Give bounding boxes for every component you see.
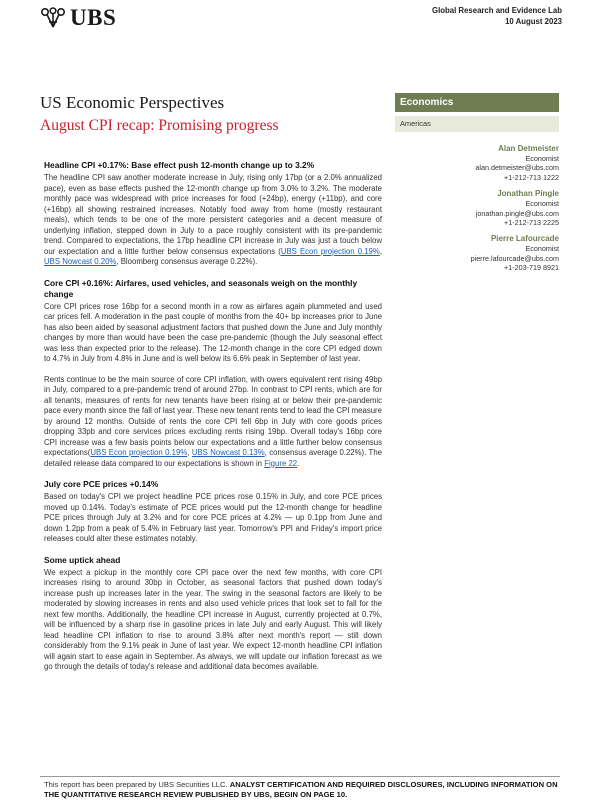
ubs-econ-projection-link[interactable]: UBS Econ projection 0.19% <box>90 448 188 457</box>
ubs-nowcast-link[interactable]: UBS Nowcast 0.20% <box>44 257 117 266</box>
body-text: The headline CPI saw another moderate increase in July, rising only 17bp (or a 2.0% annualized pace), even as base effects pushed the 12-month change up from 3.0% to 3.2%. The moderate monthly pace was widespread with price increases for food (+24bp), energy (+11bp), and core (+16bp) all showing restrained increases. Notably food away from home (mostly restaurant meals), which tends to be one of the more persistent categories and a decent measure of underlying inflation, stepped down in July to a pace roughly consistent with its pre-pandemic trend. Compared to expectations, the 17bp headline CPI increase in July was just a touch below our expectation and a little further below consensus expectations ( <box>44 173 382 256</box>
sidebar-region-label: Americas <box>395 116 559 132</box>
analyst-card <box>395 234 559 272</box>
ubs-wordmark: UBS <box>70 5 117 30</box>
ubs-logo <box>40 7 116 29</box>
section-heading-headline-cpi: Headline CPI +0.17%: Base effect push 12-month change up to 3.2% <box>44 160 315 170</box>
analyst-card <box>395 189 559 227</box>
analyst-list <box>395 144 559 273</box>
analyst-role: Economist <box>525 244 559 254</box>
analyst-email[interactable]: alan.detmeister@ubs.com <box>475 163 559 173</box>
section-text-uptick: We expect a pickup in the monthly core CPI pace over the next few months, with core CPI increases rising to around 30bp in October, as seasonal factors that pushed down today's increase push up increases later in the year. The swing in the seasonal factors are likely to be moderated by slowing increases in rents and also used vehicle prices that look set to fall for the next few months. Additionally, the headline CPI increase in August, currently projected at 0.7%, will be influenced by a sharp rise in gasoline prices in late July and early August. This will likely lead headline CPI inflation to rise to around 3.8% after next month's report — still down considerably from the 9.1% peak in June of last year. We expect 12-month headline CPI inflation will again start to ease again in September. As always, we will update our inflation forecast as we go through the details of today's release and additional data becomes available. <box>44 567 382 671</box>
analyst-name: Pierre Lafourcade <box>490 234 559 244</box>
report-date: 10 August 2023 <box>505 16 562 26</box>
page-title: US Economic Perspectives <box>40 93 225 112</box>
report-header-info <box>432 6 562 27</box>
section-text-core-pce: Based on today's CPI we project headline PCE prices rose 0.15% in July, and core PCE prices moved up 0.14%. Today's estimate of PCE prices would put the 12-month change for headline PCE prices through July at 3.2% and for core PCE prices at 4.2% — up 0.1pp from June and down 1.2pp from a peak of 5.4% in February last year. Tomorrow's PPI and Friday's import price releases could alter these estimates notably. <box>44 492 382 543</box>
section-text-headline-cpi <box>44 173 382 268</box>
ubs-nowcast-link[interactable]: UBS Nowcast 0.13% <box>191 448 265 457</box>
footer-prefix: This report has been prepared by UBS Securities LLC. <box>44 780 228 789</box>
analyst-phone: +1-212-713 2225 <box>504 218 559 228</box>
analyst-name: Jonathan Pingle <box>497 189 559 199</box>
body-text-tail: , Bloomberg consensus average 0.22%). <box>116 257 258 266</box>
analyst-email[interactable]: jonathan.pingle@ubs.com <box>475 208 559 218</box>
report-body <box>44 160 382 673</box>
body-text-tail: . <box>297 458 300 468</box>
disclosure-footer <box>44 780 564 800</box>
figure-22-link[interactable]: Figure 22 <box>264 458 298 468</box>
sidebar <box>395 93 559 280</box>
analyst-name: Alan Detmeister <box>498 144 559 153</box>
footer-divider <box>40 776 560 777</box>
analyst-email[interactable]: pierre.lafourcade@ubs.com <box>470 253 559 263</box>
analyst-phone: +1-203-719 8921 <box>504 263 559 273</box>
page-subtitle: August CPI recap: Promising progress <box>40 117 279 134</box>
body-text-mid: , consensus average 0.22%). The detailed release data compared to our expectations is shown in <box>44 448 382 468</box>
analyst-phone: +1-212-713 1222 <box>504 172 559 182</box>
section-heading-uptick: Some uptick ahead <box>44 554 121 565</box>
analyst-role: Economist <box>525 154 559 163</box>
sidebar-section-label: Economics <box>395 93 559 112</box>
separator-text: , <box>379 246 382 256</box>
analyst-role: Economist <box>525 199 559 209</box>
section-text-rents <box>44 375 382 470</box>
lab-name: Global Research and Evidence Lab <box>432 6 562 15</box>
separator-text: , <box>187 448 192 457</box>
footer-disclosure: ANALYST CERTIFICATION AND REQUIRED DISCLOSURES, INCLUDING INFORMATION ON THE QUANTITATIVE RESEARCH REVIEW PUBLISHED BY UBS, BEGIN ON PAGE 10. <box>44 780 558 799</box>
analyst-card <box>395 144 559 182</box>
body-text: Rents continue to be the main source of core CPI inflation, with owers equivalent rent rising 49bp in July, compared to a pre-pandemic trend of around 27bp. In contrast to CPI rents, which are for all tenants, measures of rents for new tenants have been rising at or below their pre-pandemic pace every month since the fall of last year. These new tenant rents tend to lead the CPI measure by around 12 months. Outside of rents the core CPI fell 6bp in July with core goods prices dropping 33pb and core services prices excluding rents rising 19bp. Overall today's 16bp core CPI increase was a few basis points below our expectations and a little further below consensus expectations( <box>44 374 382 457</box>
ubs-keys-icon <box>40 7 66 29</box>
ubs-econ-projection-link[interactable]: UBS Econ projection 0.19% <box>280 246 380 256</box>
section-heading-core-pce: July core PCE prices +0.14% <box>44 479 159 489</box>
section-heading-core-cpi: Core CPI +0.16%: Airfares, used vehicles, and seasonals weigh on the monthly change <box>44 277 358 299</box>
section-text-core-cpi: Core CPI prices rose 16bp for a second month in a row as airfares again plummeted and used car prices fell. A moderation in the past couple of months from the 40+ bp increases prior to June has also been aided by seasonal adjustment factors that pushed down the June and July monthly changes by more than would have been the case pre-pandemic (though the July seasonal effect was less than expected prior to the release). The 12-month change in the core CPI edged down to 4.7% in July from 4.8% in June and is well below its 6.6% peak in September of last year. <box>44 301 382 363</box>
